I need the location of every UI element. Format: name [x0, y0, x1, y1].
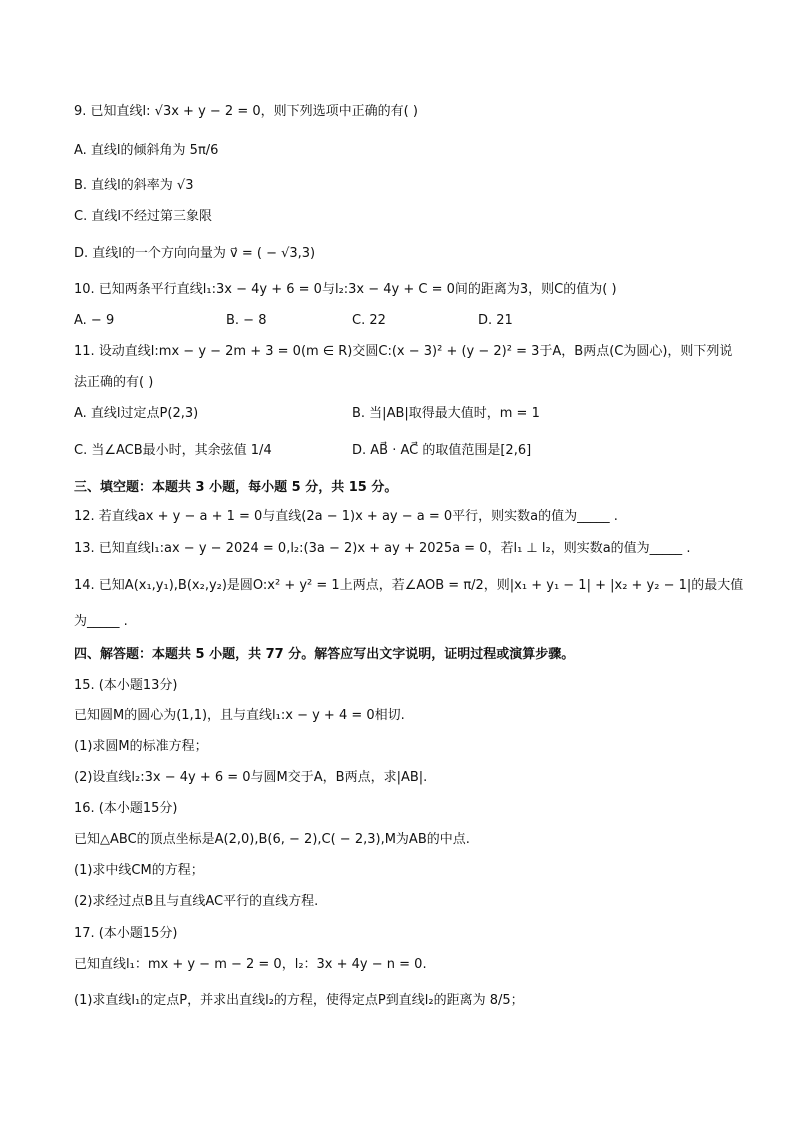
q11-stem-line2: 法正确的有( )	[74, 375, 154, 390]
q11-option-c: C. 当∠ACB最小时，其余弦值 1/4	[74, 443, 272, 458]
q12: 12. 若直线ax + y − a + 1 = 0与直线(2a − 1)x + ay − a = 0平行，则实数a的值为_____ .	[74, 509, 618, 524]
section-3-heading: 三、填空题：本题共 3 小题，每小题 5 分，共 15 分。	[74, 480, 398, 495]
q9-option-c: C. 直线l不经过第三象限	[74, 209, 212, 224]
q10-option-c: C. 22	[352, 313, 386, 328]
q17-heading: 17. (本小题15分)	[74, 926, 178, 941]
q11-stem-line1: 11. 设动直线l:mx − y − 2m + 3 = 0(m ∈ R)交圆C:(x − 3)² + (y − 2)² = 3于A，B两点(C为圆心)，则下列说	[74, 344, 733, 359]
q10-stem: 10. 已知两条平行直线l₁:3x − 4y + 6 = 0与l₂:3x − 4y + C = 0间的距离为3，则C的值为( )	[74, 282, 617, 297]
q16-stem: 已知△ABC的顶点坐标是A(2,0),B(6, − 2),C( − 2,3),M为AB的中点.	[74, 832, 470, 847]
q16-part1: (1)求中线CM的方程；	[74, 863, 204, 878]
q17-part1: (1)求直线l₁的定点P，并求出直线l₂的方程，使得定点P到直线l₂的距离为 8/5；	[74, 993, 524, 1008]
q17-stem: 已知直线l₁：mx + y − m − 2 = 0，l₂：3x + 4y − n = 0.	[74, 957, 427, 972]
q9-stem: 9. 已知直线l: √3x + y − 2 = 0，则下列选项中正确的有( )	[74, 104, 418, 119]
q11-option-b: B. 当|AB|取得最大值时，m = 1	[352, 406, 540, 421]
q15-stem: 已知圆M的圆心为(1,1)，且与直线l₁:x − y + 4 = 0相切.	[74, 708, 405, 723]
q11-option-a: A. 直线l过定点P(2,3)	[74, 406, 199, 421]
q14-line2: 为_____ .	[74, 614, 128, 629]
q9-option-a: A. 直线l的倾斜角为 5π/6	[74, 143, 219, 158]
q10-option-a: A. − 9	[74, 313, 115, 328]
q10-option-b: B. − 8	[226, 313, 267, 328]
q15-part2: (2)设直线l₂:3x − 4y + 6 = 0与圆M交于A，B两点，求|AB|.	[74, 770, 428, 785]
q16-heading: 16. (本小题15分)	[74, 801, 178, 816]
q16-part2: (2)求经过点B且与直线AC平行的直线方程.	[74, 894, 319, 909]
q9-option-d: D. 直线l的一个方向向量为 v⃗ = ( − √3,3)	[74, 246, 316, 261]
q9-option-b: B. 直线l的斜率为 √3	[74, 178, 194, 193]
q10-option-d: D. 21	[478, 313, 513, 328]
q13: 13. 已知直线l₁:ax − y − 2024 = 0,l₂:(3a − 2)x + ay + 2025a = 0，若l₁ ⊥ l₂，则实数a的值为_____ .	[74, 541, 691, 556]
q15-heading: 15. (本小题13分)	[74, 678, 178, 693]
q11-option-d: D. AB⃗ · AC⃗ 的取值范围是[2,6]	[352, 443, 532, 458]
q14-line1: 14. 已知A(x₁,y₁),B(x₂,y₂)是圆O:x² + y² = 1上两点，若∠AOB = π/2，则|x₁ + y₁ − 1| + |x₂ + y₂ − 1|的最大值	[74, 578, 744, 593]
section-4-heading: 四、解答题：本题共 5 小题，共 77 分。解答应写出文字说明，证明过程或演算步骤。	[74, 647, 575, 662]
q15-part1: (1)求圆M的标准方程；	[74, 739, 208, 754]
